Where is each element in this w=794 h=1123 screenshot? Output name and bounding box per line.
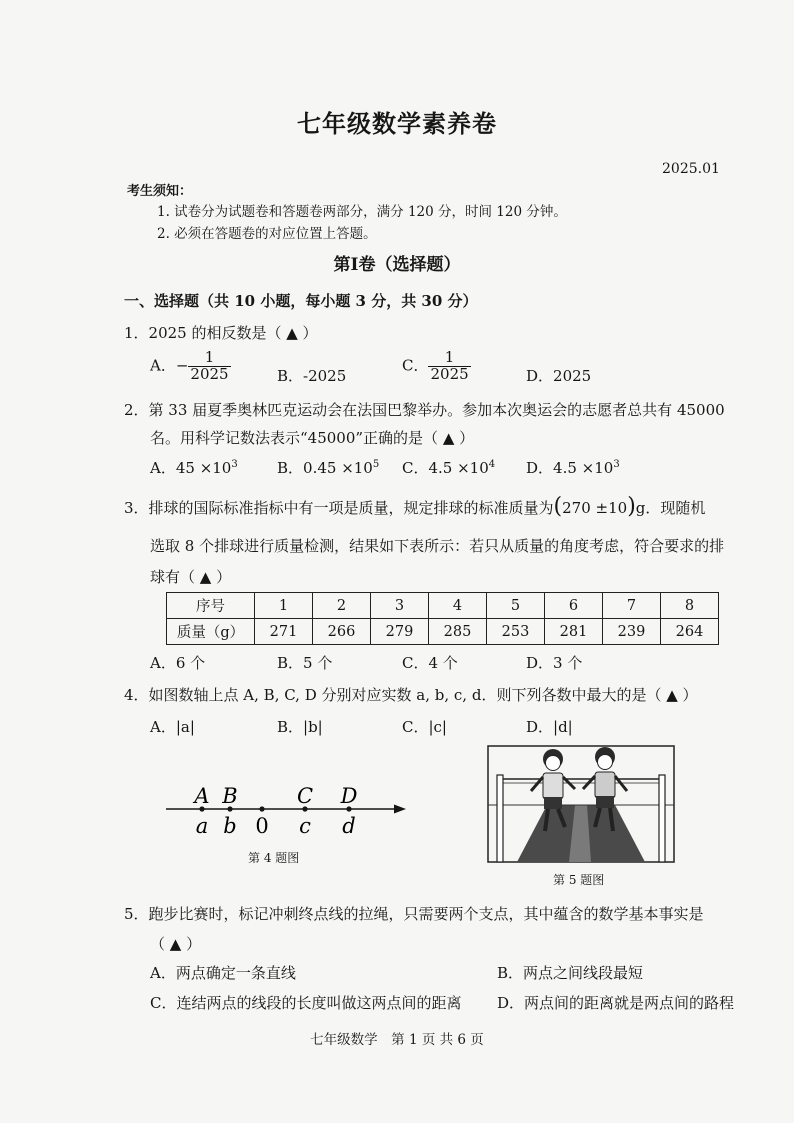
- page-footer: 七年级数学 第 1 页 共 6 页: [310, 1032, 484, 1048]
- table-header-cell: 序号: [167, 593, 255, 619]
- mass-table: [166, 592, 719, 645]
- q1-option-b: B．-2025: [277, 367, 347, 385]
- section-title: 第Ⅰ卷（选择题）: [333, 255, 461, 275]
- question-5-line2: （ ▲ ）: [150, 935, 202, 953]
- notice-item: 2. 必须在答题卷的对应位置上答题。: [157, 226, 377, 242]
- question-3-line3: 球有（ ▲ ）: [150, 568, 232, 586]
- table-cell: 279: [371, 619, 429, 645]
- notice-heading: 考生须知：: [127, 184, 193, 199]
- table-cell: 266: [313, 619, 371, 645]
- post-right-icon: [659, 775, 665, 862]
- q2-option-d: D．$4.5 \times 10^3$: [526, 459, 620, 477]
- q5-option-b: B．两点之间线段最短: [497, 964, 644, 982]
- label-lower-d: d: [342, 814, 356, 838]
- figure-4-caption: 第 4 题图: [248, 851, 300, 865]
- table-header-cell: 质量（g）: [167, 619, 255, 645]
- table-cell: 3: [371, 593, 429, 619]
- q5-option-a: A．两点确定一条直线: [150, 964, 296, 982]
- table-cell: 6: [545, 593, 603, 619]
- q4-option-a: A．|a|: [150, 718, 195, 736]
- q3-option-c: C．4 个: [402, 654, 458, 672]
- number-line-arrow: [394, 805, 406, 814]
- label-lower-b: b: [223, 814, 237, 838]
- question-5-line1: 5．跑步比赛时，标记冲刺终点线的拉绳，只需要两个支点，其中蕴含的数学基本事实是: [124, 905, 704, 923]
- table-cell: 7: [603, 593, 661, 619]
- origin-point: [259, 806, 264, 811]
- table-cell: 271: [255, 619, 313, 645]
- table-cell: 2: [313, 593, 371, 619]
- q1-option-c: C． $\frac{1}{2025}$: [402, 348, 469, 383]
- q4-option-b: B．|b|: [277, 718, 323, 736]
- q4-option-c: C．|c|: [402, 718, 447, 736]
- notice-item: 1. 试卷分为试题卷和答题卷两部分，满分 120 分，时间 120 分钟。: [157, 204, 567, 220]
- table-cell: 253: [487, 619, 545, 645]
- runners-illustration: [487, 745, 675, 863]
- question-4: 4．如图数轴上点 A, B, C, D 分别对应实数 a, b, c, d．则下列各数中最大的是（ ▲ ）: [124, 686, 698, 704]
- table-cell: 5: [487, 593, 545, 619]
- q5-option-d: D．两点间的距离就是两点间的路程: [497, 994, 735, 1012]
- label-lower-c: c: [299, 814, 311, 838]
- table-cell: 1: [255, 593, 313, 619]
- figure-5-caption: 第 5 题图: [553, 873, 605, 887]
- table-cell: 285: [429, 619, 487, 645]
- part-title: 一、选择题（共 10 小题，每小题 3 分，共 30 分）: [124, 292, 478, 310]
- q3-option-d: D．3 个: [526, 654, 583, 672]
- q2-option-a: A．$45 \times 10^3$: [150, 459, 238, 477]
- question-2-line1: 2．第 33 届夏季奥林匹克运动会在法国巴黎举办。参加本次奥运会的志愿者总共有 45000: [124, 401, 725, 419]
- exam-title: 七年级数学素养卷: [297, 109, 497, 138]
- label-upper-c: C: [296, 784, 314, 808]
- table-cell: 239: [603, 619, 661, 645]
- label-upper-b: B: [222, 784, 238, 808]
- table-row: [167, 593, 719, 619]
- number-line-figure: [160, 780, 420, 860]
- table-row: [167, 619, 719, 645]
- label-lower-a: a: [195, 814, 209, 838]
- q4-option-d: D．|d|: [526, 718, 573, 736]
- table-cell: 8: [661, 593, 719, 619]
- question-3-line1: 3．排球的国际标准指标中有一项是质量，规定排球的标准质量为(270 ±10)g．现随机: [124, 494, 706, 519]
- post-left-icon: [497, 775, 503, 862]
- label-upper-d: D: [340, 784, 358, 808]
- question-3-line2: 选取 8 个排球进行质量检测，结果如下表所示：若只从质量的角度考虑，符合要求的排: [150, 537, 725, 555]
- label-zero: 0: [255, 814, 269, 838]
- q1-option-a: A．− $\frac{1}{2025}$: [150, 348, 229, 383]
- q2-option-b: B．$0.45 \times 10^5$: [277, 459, 380, 477]
- q3-option-b: B．5 个: [277, 654, 333, 672]
- q5-option-c: C．连结两点的线段的长度叫做这两点间的距离: [150, 994, 462, 1012]
- table-cell: 281: [545, 619, 603, 645]
- question-1: 1．2025 的相反数是（ ▲ ）: [124, 324, 318, 342]
- question-2-line2: 名。用科学记数法表示“45000”正确的是（ ▲ ）: [150, 429, 475, 447]
- q2-option-c: C．$4.5 \times 10^4$: [402, 459, 496, 477]
- q3-option-a: A．6 个: [150, 654, 206, 672]
- q1-option-d: D．2025: [526, 367, 592, 385]
- exam-date: 2025.01: [662, 161, 720, 177]
- table-cell: 4: [429, 593, 487, 619]
- table-cell: 264: [661, 619, 719, 645]
- label-upper-a: A: [194, 784, 210, 808]
